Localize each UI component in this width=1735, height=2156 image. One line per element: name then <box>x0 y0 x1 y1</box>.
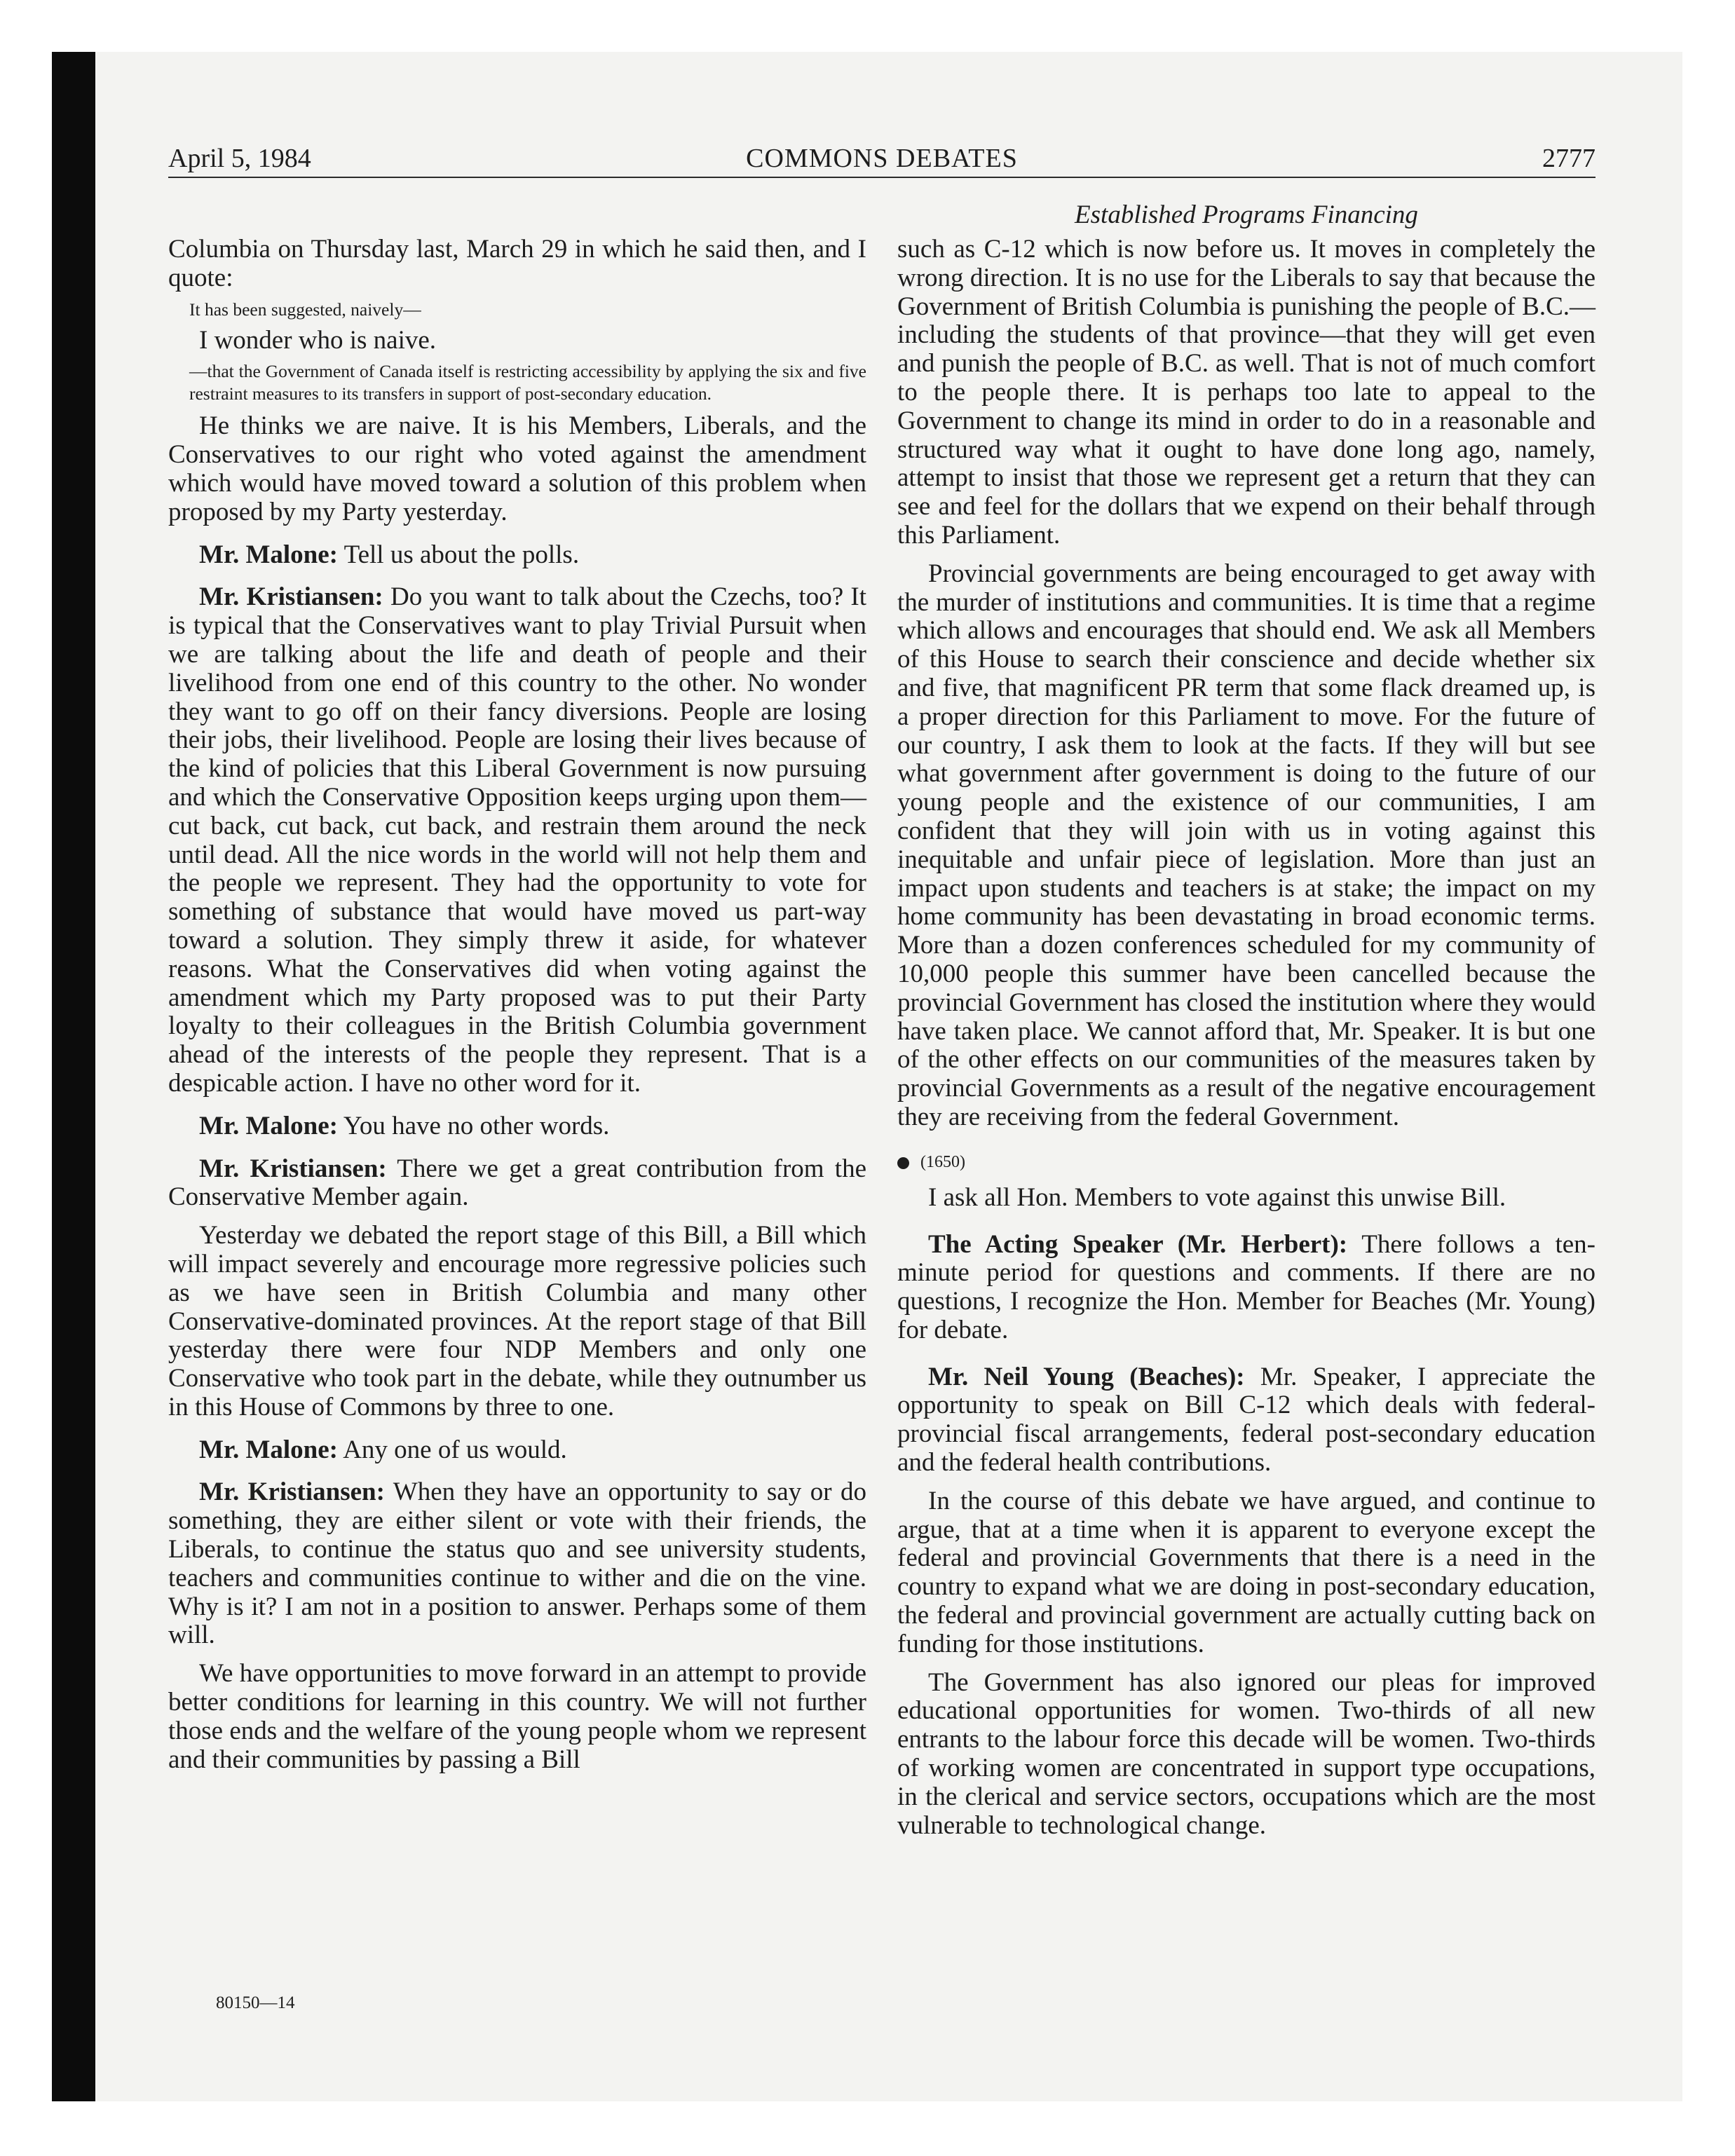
speech-text: There we get a great contribution from the Conservative Member again. <box>168 1154 866 1212</box>
speech-paragraph <box>168 1478 866 1650</box>
header-rule <box>168 177 1595 178</box>
header-publication: COMMONS DEBATES <box>746 144 1018 173</box>
speaker-name: Mr. Malone: <box>199 540 338 569</box>
speech-text: Any one of us would. <box>337 1435 567 1464</box>
speaker-name: The Acting Speaker (Mr. Herbert): <box>928 1229 1348 1259</box>
right-column <box>897 236 1595 1840</box>
paragraph: I wonder who is naive. <box>199 325 437 355</box>
speech-text: Do you want to talk about the Czechs, too? It is typical that the Conservatives want to play Trivial Pursuit when we are talking about the life and death of people and their livelihood from one end of this country to the other. No wonder they want to go off on their fancy diversions. People are losing their jobs, their livelihood. People are losing their lives because of the kind of policies that this Liberal Government is now pursuing and which the Conservative Opposition keeps urging upon them—cut back, cut back, cut back, and restrain them around the neck until dead. All the nice words in the world will not help them and the people we represent. They had the opportunity to vote for something of substance that would have moved us part-way toward a solution. They simply threw it aside, for whatever reasons. What the Conservatives did when voting against the amendment which my Party proposed was to put their Party loyalty to their colleagues in the British Columbia government ahead of the interests of the people they represent. That is a despicable action. I have no other word for it. <box>168 582 866 1098</box>
footer-print-code: 80150—14 <box>216 1993 295 2012</box>
speech-paragraph <box>168 541 866 570</box>
bullet-icon <box>897 1157 909 1169</box>
speaker-name: Mr. Malone: <box>199 1435 338 1464</box>
speech-paragraph <box>168 583 866 1098</box>
paragraph: such as C-12 which is now before us. It moves in completely the wrong direction. It is no use for the Liberals to say that because the Government of British Columbia is punishing the people of B.C.—including the students of that province—that they will get even and punish the people of B.C. as well. That is not of much comfort to the people there. It is perhaps too late to appeal to the Government to change its mind in order to do in a reasonable and structured way what it ought to have done long ago, namely, attempt to insist that those we represent get a return that they can see and feel for the dollars that we expend on their behalf through this Parliament. <box>897 235 1595 550</box>
speaker-name: Mr. Malone: <box>199 1111 338 1140</box>
speech-paragraph <box>897 1363 1595 1478</box>
speech-text: Tell us about the polls. <box>337 540 580 569</box>
speech-text: There follows a ten-minute period for questions and comments. If there are no questions, I recognize the Hon. Member for Beaches (Mr. Young) for debate. <box>897 1229 1595 1344</box>
paragraph: We have opportunities to move forward in an attempt to provide better conditions for learning in this country. We will not further those ends and the welfare of the young people whom we represent and their communities by passing a Bill <box>168 1659 866 1774</box>
speaker-name: Mr. Kristiansen: <box>199 1154 387 1183</box>
header-date: April 5, 1984 <box>168 144 311 173</box>
paragraph: The Government has also ignored our pleas for improved educational opportunities for women. Two-thirds of all new entrants to the labour force this decade will be women. Two-thirds of working women are concentrated in support type occupations, in the clerical and service sectors, occupations which are the most vulnerable to technological change. <box>897 1667 1595 1840</box>
paragraph: In the course of this debate we have argued, and continue to argue, that at a time when it is apparent to everyone except the federal and provincial Governments that there is a need in the country to expand what we are doing in post-secondary education, the federal and provincial government are actually cutting back on funding for those institutions. <box>897 1486 1595 1658</box>
speaker-name: Mr. Neil Young (Beaches): <box>928 1362 1245 1391</box>
paragraph: Yesterday we debated the report stage of this Bill, a Bill which will impact severely and encourage more regressive policies such as we have seen in British Columbia and many other Conservative-dominated provinces. At the report stage of that Bill yesterday there were four NDP Members and only one Conservative who took part in the debate, while they outnumber us in this House of Commons by three to one. <box>168 1221 866 1421</box>
speech-text: You have no other words. <box>337 1111 610 1140</box>
header-page-number: 2777 <box>1542 144 1595 173</box>
speaker-name: Mr. Kristiansen: <box>199 582 383 612</box>
speech-paragraph <box>168 1436 866 1465</box>
paragraph: He thinks we are naive. It is his Members, Liberals, and the Conservatives to our right who voted against the amendment which would have moved toward a solution of this problem when proposed by my Party yesterday. <box>168 411 866 526</box>
paragraph: Columbia on Thursday last, March 29 in which he said then, and I quote: <box>168 235 866 292</box>
timestamp-marker <box>897 1150 1595 1174</box>
paragraph: I ask all Hon. Members to vote against this unwise Bill. <box>928 1182 1506 1212</box>
speech-paragraph <box>168 1112 866 1141</box>
speech-text: When they have an opportunity to say or do something, they are either silent or vote with their friends, the Liberals, to continue the status quo and see university students, teachers and communities continue to wither and die on the vine. Why is it? I am not in a position to answer. Perhaps some of them will. <box>168 1478 867 1650</box>
section-title: Established Programs Financing <box>1075 200 1418 229</box>
paragraph: Provincial governments are being encouraged to get away with the murder of institutions and communities. It is time that a regime which allows and encourages that should end. We ask all Members of this House to search their conscience and decide whether six and five, that magnificent PR term that some flack dreamed up, is a proper direction for this Parliament to move. For the future of our country, I ask them to look at the facts. If they will but see what government after government is doing to the future of our young people and the existence of our communities, I am confident that they will join with us in voting against this inequitable and unfair piece of legislation. More than just an impact upon students and teachers is at stake; the impact on my home community has been devastating in broad economic terms. More than a dozen conferences scheduled for my community of 10,000 people this summer have been cancelled because the provincial Government has closed the institution where they would have taken place. We cannot afford that, Mr. Speaker. It is but one of the other effects on our communities of the measures taken by provincial Governments as a result of the negative encouragement they are receiving from the federal Government. <box>897 559 1595 1131</box>
speech-paragraph <box>168 1155 866 1213</box>
scan-margin-left <box>52 52 95 2101</box>
left-column <box>168 236 866 1774</box>
speaker-name: Mr. Kristiansen: <box>199 1478 385 1507</box>
speech-text: Mr. Speaker, I appreciate the opportunity to speak on Bill C-12 which deals with federal-provincial fiscal arrangements, federal post-secondary education and the federal health contributions. <box>897 1362 1595 1478</box>
block-quote: —that the Government of Canada itself is restricting accessibility by applying the six and five restraint measures to its transfers in support of post-secondary education. <box>189 361 866 404</box>
block-quote: It has been suggested, naively— <box>189 299 421 320</box>
timestamp-text: (1650) <box>920 1152 965 1171</box>
speech-paragraph <box>897 1231 1595 1345</box>
